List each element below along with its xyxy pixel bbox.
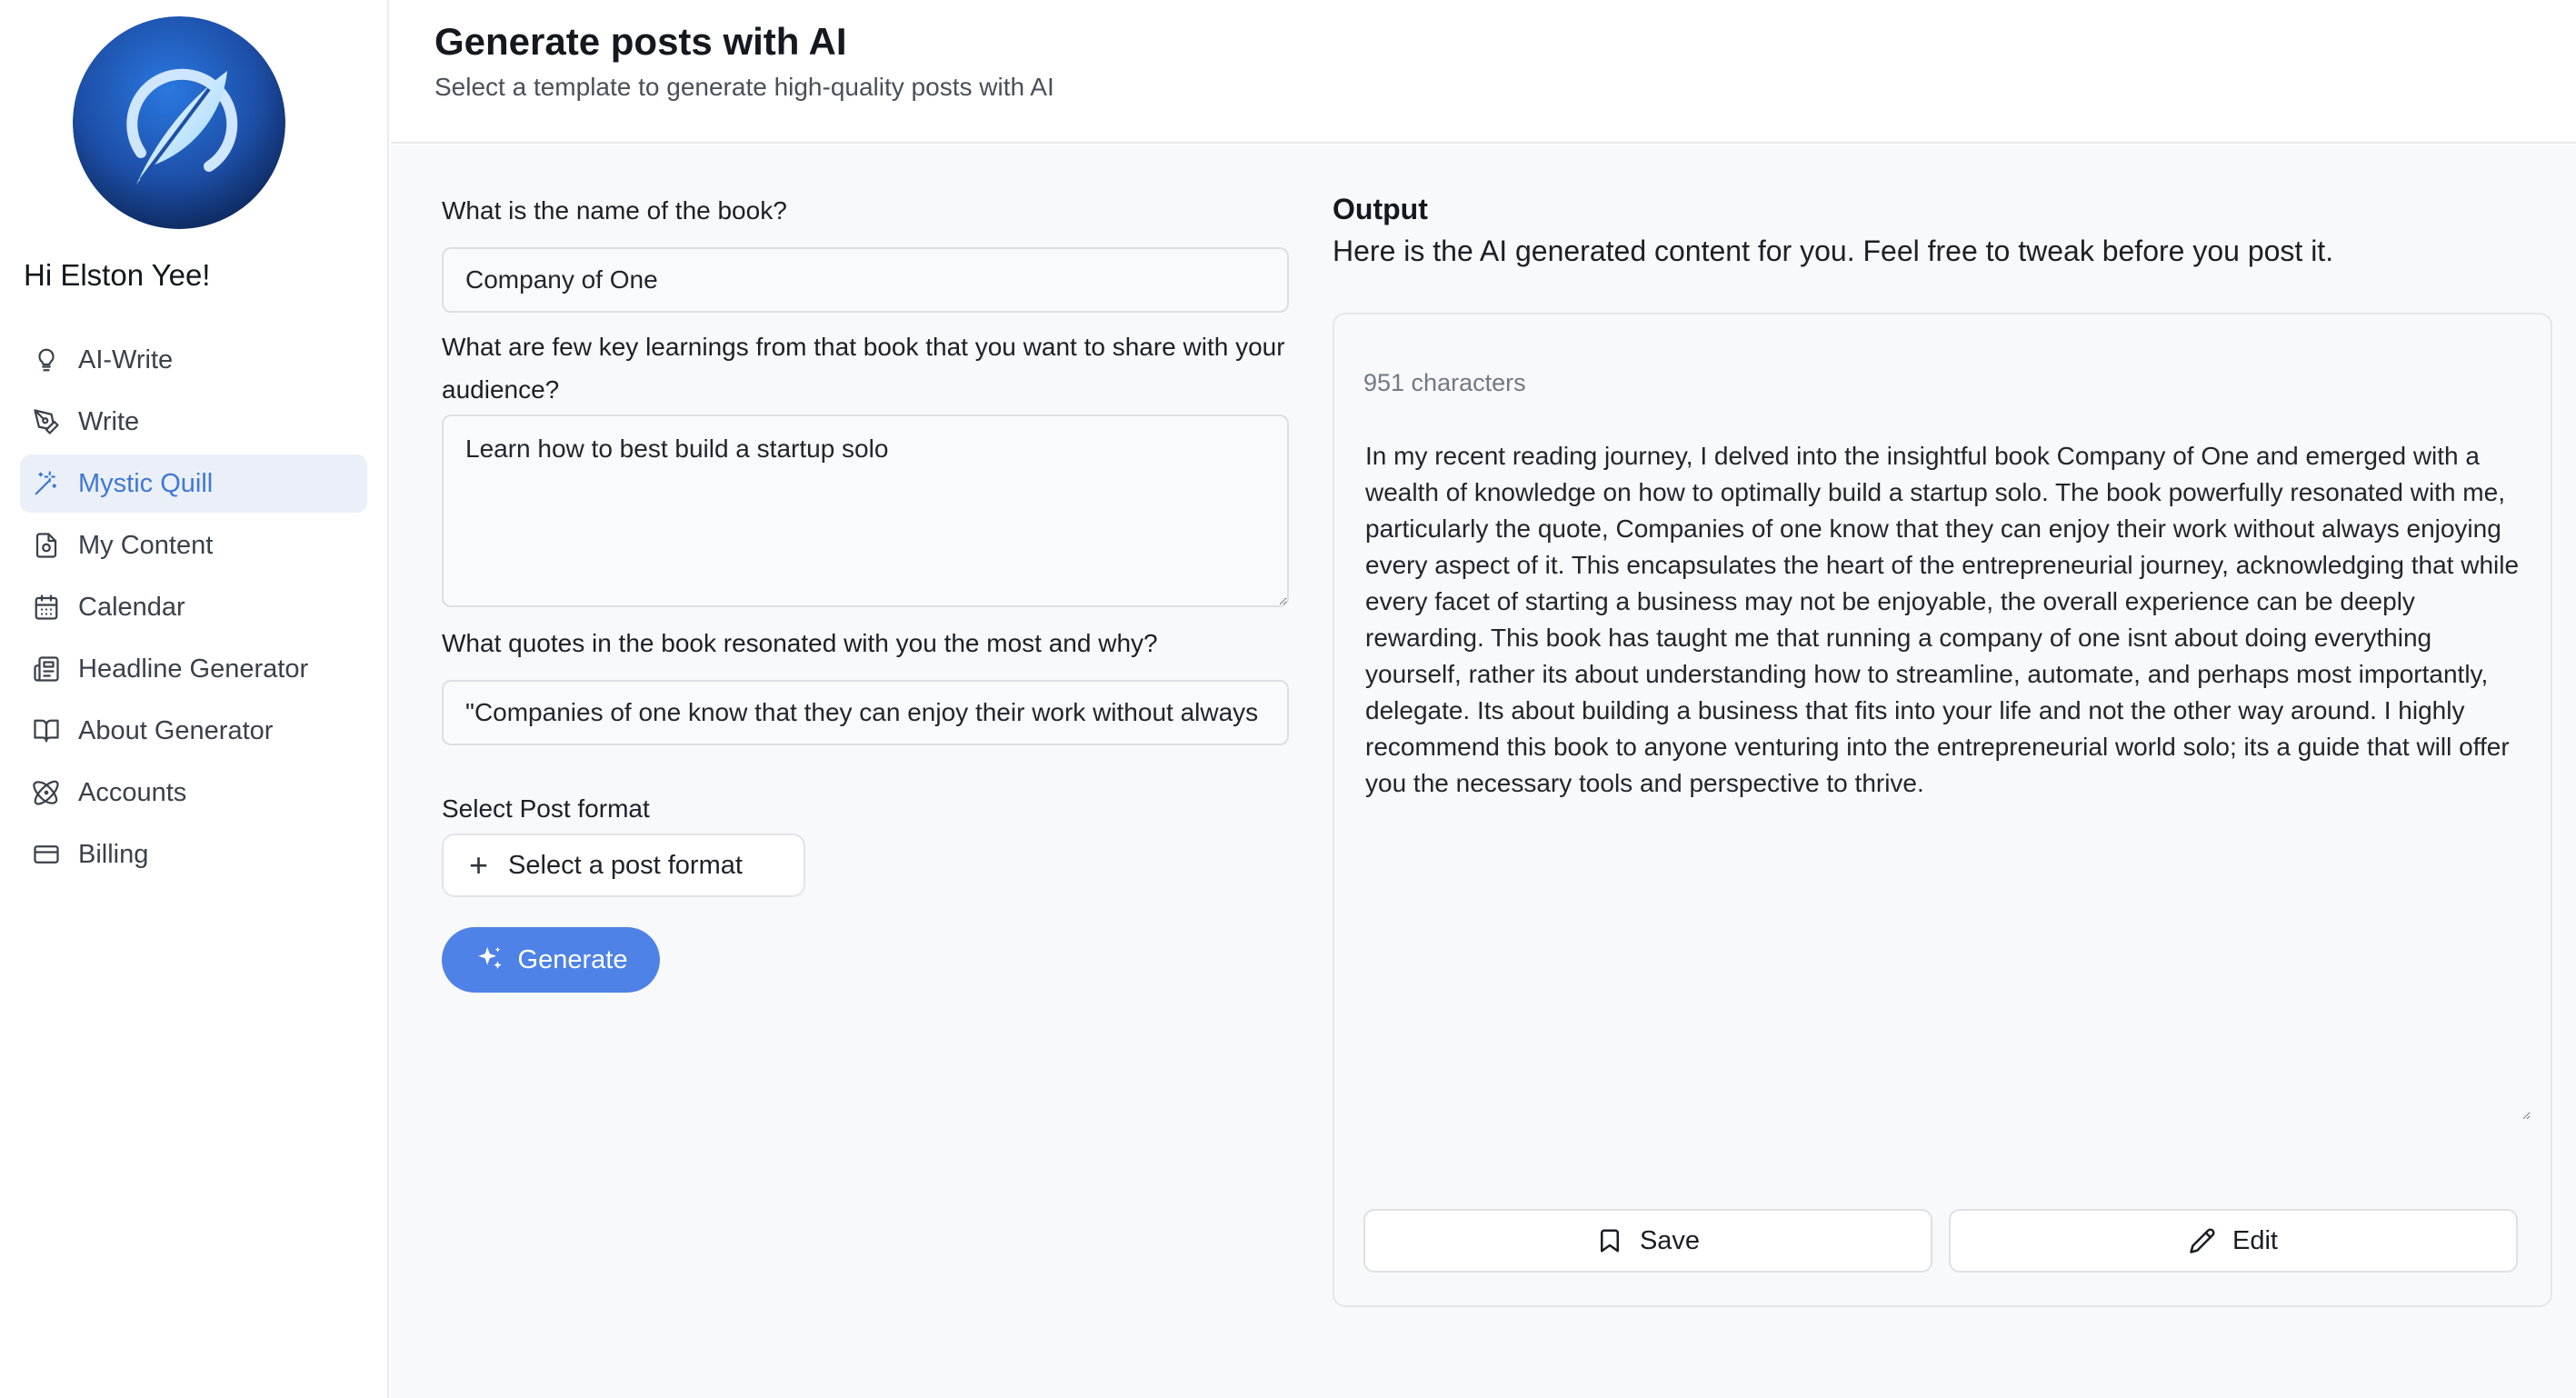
select-post-format-label: Select a post format — [508, 850, 743, 880]
key-learnings-textarea[interactable] — [442, 414, 1289, 607]
bookmark-icon — [1596, 1227, 1623, 1254]
post-format-label: Select Post format — [442, 794, 650, 823]
lightbulb-icon — [33, 346, 60, 374]
magic-wand-icon — [33, 470, 60, 497]
sidebar-item-label: AI-Write — [78, 345, 174, 374]
save-button-label: Save — [1639, 1225, 1701, 1255]
sidebar-item-headline-generator[interactable] — [20, 640, 367, 698]
page-title: Generate posts with AI — [434, 20, 847, 63]
sparkles-icon — [474, 944, 505, 975]
sidebar-item-accounts[interactable] — [20, 764, 367, 822]
sidebar-item-label: About Generator — [78, 715, 274, 745]
sidebar-item-label: Billing — [78, 839, 149, 869]
sidebar-item-ai-write[interactable] — [20, 331, 367, 389]
key-learnings-label: What are few key learnings from that book that you want to share with your audience? — [442, 333, 1285, 404]
book-open-icon — [33, 717, 60, 744]
sidebar-item-label: Calendar — [78, 592, 185, 622]
sidebar-item-label: Headline Generator — [78, 654, 309, 684]
sidebar-item-write[interactable] — [20, 393, 367, 451]
save-button[interactable] — [1363, 1209, 1932, 1273]
sidebar-item-billing[interactable] — [20, 825, 367, 884]
sidebar-item-label: Accounts — [78, 777, 187, 807]
page-subtitle: Select a template to generate high-quality posts with AI — [434, 73, 1054, 101]
character-count: 951 characters — [1363, 369, 1526, 396]
pencil-icon — [2189, 1227, 2216, 1254]
sidebar-item-my-content[interactable] — [20, 516, 367, 574]
credit-card-icon — [33, 841, 60, 868]
calendar-icon — [33, 594, 60, 621]
output-card — [1333, 313, 2552, 1307]
output-textarea[interactable] — [1356, 420, 2531, 1120]
main-content — [391, 145, 2576, 1398]
atom-icon — [33, 779, 60, 806]
sidebar-nav — [20, 331, 367, 887]
plus-icon: + — [469, 846, 489, 884]
sidebar-item-mystic-quill[interactable] — [20, 454, 367, 513]
edit-button-label: Edit — [2232, 1225, 2278, 1255]
app-logo[interactable] — [73, 16, 285, 229]
sidebar-item-label: My Content — [78, 530, 214, 560]
sidebar — [0, 0, 389, 1398]
generate-button-label: Generate — [517, 944, 628, 974]
quotes-label: What quotes in the book resonated with you the most and why? — [442, 629, 1158, 657]
sidebar-item-label: Mystic Quill — [78, 468, 214, 498]
edit-button[interactable] — [1949, 1209, 2518, 1273]
quotes-input[interactable] — [442, 680, 1289, 745]
sidebar-item-label: Write — [78, 406, 140, 436]
sidebar-item-calendar[interactable] — [20, 578, 367, 636]
book-name-label: What is the name of the book? — [442, 196, 787, 225]
output-title: Output — [1333, 193, 1428, 225]
generate-button[interactable] — [442, 927, 660, 993]
greeting: Hi Elston Yee! — [24, 258, 211, 292]
content-icon — [33, 532, 60, 559]
select-post-format-button[interactable] — [442, 834, 805, 897]
newspaper-icon — [33, 655, 60, 683]
output-subtitle: Here is the AI generated content for you. Feel free to tweak before you post it. — [1333, 235, 2334, 267]
pen-tool-icon — [33, 408, 60, 435]
page-header — [391, 0, 2576, 144]
sidebar-item-about-generator[interactable] — [20, 702, 367, 760]
book-name-input[interactable] — [442, 247, 1289, 313]
